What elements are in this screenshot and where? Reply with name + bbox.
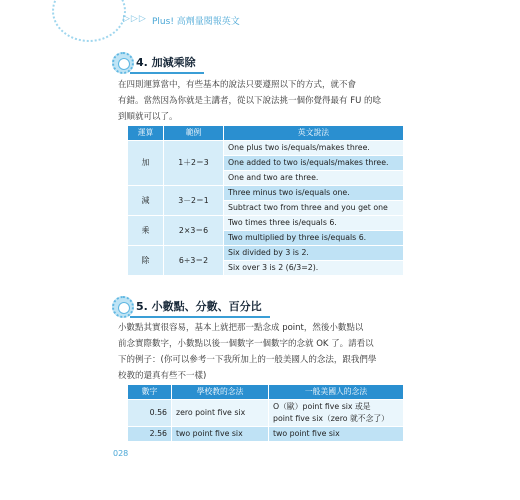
paragraph-line: 在四則運算當中，有些基本的說法只要遵照以下的方式，就不會 [118,80,357,90]
us-reading-line: point five six（zero 就不念了） [273,414,389,423]
paragraph-line: 到順就可以了。 [118,112,178,122]
phrase-cell: Three minus two is/equals one. [224,186,404,201]
section-5-title: 5. 小數點、分數、百分比 [130,298,270,318]
header-arrows-icon: ▷▷▷ [123,14,147,24]
example-cell: 3－2＝1 [164,186,224,216]
school-reading-cell: two point five six [172,427,269,442]
decorative-circle [52,0,126,42]
table-row [128,427,404,442]
table-row [128,216,404,231]
operation-cell: 除 [128,246,164,276]
column-header: 一般美國人的念法 [269,385,404,400]
paragraph-line: 前念實際數字，小數點以後一個數字一個數字的念就 OK 了。請看以 [118,339,374,349]
phrase-cell: Subtract two from three and you get one [224,201,404,216]
table-row [128,400,404,427]
section-4-paragraph [118,77,400,125]
column-header: 運算 [128,126,164,141]
phrase-cell: Two multiplied by three is/equals 6. [224,231,404,246]
phrase-cell: Six divided by 3 is 2. [224,246,404,261]
column-header: 英文說法 [224,126,404,141]
phrase-cell: One added to two is/equals/makes three. [224,156,404,171]
example-cell: 2×3＝6 [164,216,224,246]
decimal-table [127,384,404,442]
page-number: 028 [113,449,129,458]
operation-cell: 減 [128,186,164,216]
us-reading-cell [269,400,404,427]
phrase-cell: Six over 3 is 2 (6/3=2). [224,261,404,276]
column-header: 學校教的念法 [172,385,269,400]
section-4-title: 4. 加減乘除 [130,54,204,74]
column-header: 範例 [164,126,224,141]
paragraph-line: 校教的還真有些不一樣) [118,371,207,381]
column-header: 數字 [128,385,172,400]
example-cell: 1＋2＝3 [164,141,224,186]
phrase-cell: One plus two is/equals/makes three. [224,141,404,156]
arithmetic-table [127,125,404,276]
us-reading-line: O（歐）point five six 或是 [273,402,371,411]
paragraph-line: 小數點其實很容易，基本上就把那一點念成 point，然後小數點以 [118,323,364,333]
section-5-paragraph [118,320,400,384]
number-cell: 0.56 [128,400,172,427]
paragraph-line: 下的例子：(你可以參考一下我所加上的一般美國人的念法，跟我們學 [118,355,377,365]
phrase-cell: One and two are three. [224,171,404,186]
number-cell: 2.56 [128,427,172,442]
table-header-row [128,385,404,400]
table-row [128,141,404,156]
table-header-row [128,126,404,141]
table-row [128,246,404,261]
phrase-cell: Two times three is/equals 6. [224,216,404,231]
us-reading-cell: two point five six [269,427,404,442]
school-reading-cell: zero point five six [172,400,269,427]
example-cell: 6÷3＝2 [164,246,224,276]
operation-cell: 乘 [128,216,164,246]
operation-cell: 加 [128,141,164,186]
table-row [128,186,404,201]
paragraph-line: 有錯。當然因為你就是主講者，從以下說法挑一個你覺得最有 FU 的唸 [118,96,382,106]
running-header: Plus! 高劑量閱報英文 [152,17,240,27]
